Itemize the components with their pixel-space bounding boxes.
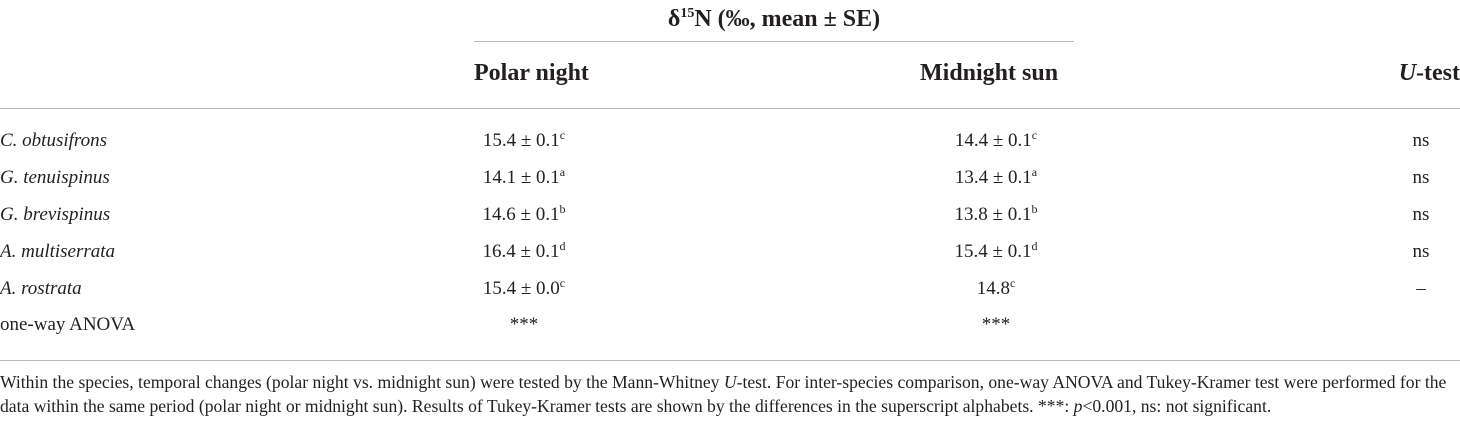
species-cell: C. obtusifrons: [0, 130, 107, 151]
group-header-superscript: 15: [680, 6, 695, 21]
species-cell: G. brevispinus: [0, 204, 111, 225]
table-row: [0, 234, 1460, 271]
midnight-sun-value: 14.4 ± 0.1: [954, 130, 1032, 151]
table-row: [0, 123, 1460, 160]
polar-night-cell: [424, 277, 624, 301]
midnight-sun-value: 14.8: [976, 278, 1010, 299]
polar-night-superscript: d: [559, 239, 566, 253]
polar-night-value: 15.4 ± 0.1: [482, 130, 560, 151]
table-row: [0, 271, 1460, 308]
polar-night-superscript: c: [559, 128, 566, 142]
u-test-cell: ns: [1412, 167, 1430, 188]
table-footnote: [0, 370, 1458, 418]
midnight-sun-value: 13.8 ± 0.1: [954, 204, 1032, 225]
footnote-part-3: <0.001, ns: not significant.: [1082, 396, 1272, 416]
table-row: [0, 307, 1460, 344]
polar-night-value: 16.4 ± 0.1: [482, 241, 560, 262]
table-bottom-rule: [0, 360, 1460, 361]
footnote-p-italic: p: [1073, 396, 1083, 416]
midnight-sun-cell: [896, 277, 1096, 301]
polar-night-superscript: b: [559, 202, 566, 216]
polar-night-value: ***: [509, 314, 539, 335]
midnight-sun-superscript: d: [1031, 239, 1038, 253]
polar-night-superscript: c: [559, 276, 566, 290]
group-header-rule: [474, 41, 1074, 42]
polar-night-value: 14.6 ± 0.1: [482, 204, 560, 225]
anova-label-cell: one-way ANOVA: [0, 314, 136, 335]
species-cell: A. rostrata: [0, 278, 82, 299]
u-test-cell: –: [1416, 278, 1426, 299]
midnight-sun-cell: [896, 203, 1096, 227]
group-header: [474, 2, 1074, 36]
u-test-cell: ns: [1412, 130, 1430, 151]
u-test-cell: ns: [1412, 204, 1430, 225]
header-rule: [0, 108, 1460, 109]
u-test-cell: ns: [1412, 241, 1430, 262]
footnote-u-italic: U: [723, 372, 737, 392]
column-header-polar-night: Polar night: [474, 60, 589, 86]
midnight-sun-superscript: c: [1031, 128, 1038, 142]
column-header-midnight-sun: Midnight sun: [920, 60, 1059, 86]
species-cell: G. tenuispinus: [0, 167, 110, 188]
species-cell: A. multiserrata: [0, 241, 116, 262]
midnight-sun-value: 15.4 ± 0.1: [954, 241, 1032, 262]
polar-night-value: 14.1 ± 0.1: [482, 167, 560, 188]
polar-night-value: 15.4 ± 0.0: [482, 278, 560, 299]
table-row: [0, 197, 1460, 234]
midnight-sun-superscript: a: [1031, 165, 1038, 179]
table-row: [0, 160, 1460, 197]
polar-night-superscript: a: [559, 165, 566, 179]
footnote-part-2: -test. For inter-species comparison, one-way ANOVA and Tukey-Kramer test were performed for the data within the same period (polar night or midnight sun). Results of Tukey-Kramer tests are shown by the differences in the superscript alphabets. ***:: [0, 372, 1447, 416]
midnight-sun-superscript: b: [1031, 202, 1038, 216]
midnight-sun-value: ***: [981, 314, 1011, 335]
midnight-sun-cell: [896, 240, 1096, 264]
column-header-u-rest: -test: [1416, 60, 1460, 86]
group-header-suffix: N (‰, mean ± SE): [694, 6, 881, 32]
column-header-u-italic: U: [1398, 60, 1417, 86]
footnote-part-1: Within the species, temporal changes (polar night vs. midnight sun) were tested by the Mann-Whitney: [0, 372, 724, 392]
polar-night-cell: [424, 166, 624, 190]
midnight-sun-cell: [896, 129, 1096, 153]
polar-night-cell: [424, 129, 624, 153]
polar-night-cell: [424, 313, 624, 337]
group-header-prefix: δ: [667, 6, 681, 32]
midnight-sun-value: 13.4 ± 0.1: [954, 167, 1032, 188]
midnight-sun-superscript: c: [1009, 276, 1016, 290]
midnight-sun-cell: [896, 313, 1096, 337]
midnight-sun-cell: [896, 166, 1096, 190]
polar-night-cell: [424, 203, 624, 227]
polar-night-cell: [424, 240, 624, 264]
column-header-u-test: [1399, 56, 1460, 90]
